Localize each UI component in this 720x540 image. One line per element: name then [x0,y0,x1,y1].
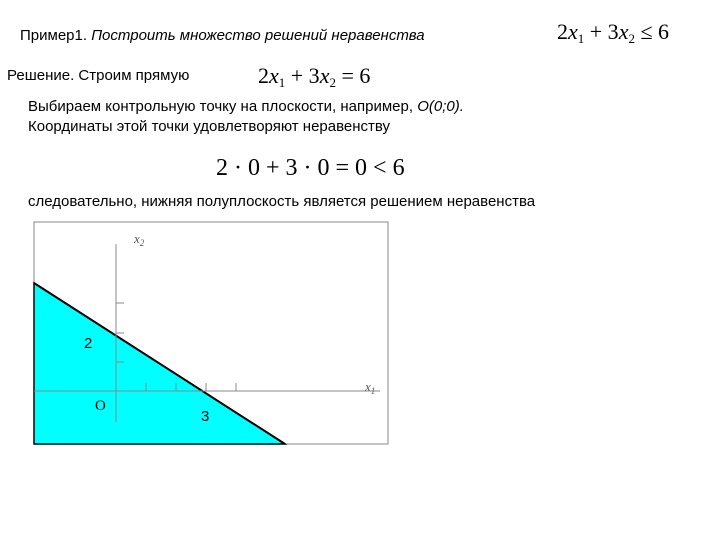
example-label: Пример1. [20,27,88,44]
solution-text: Строим прямую [78,67,190,84]
y-intercept-label: 2 [84,335,93,352]
control-point: O(0;0). [417,98,464,115]
relation: = 6 [335,63,371,88]
y-axis-label: $x_2$ [134,231,145,248]
op-plus: + 3 [285,63,320,88]
var-x1: x [269,63,279,88]
problem-statement: Построить множество решений неравенства [91,27,425,44]
solution-label: Решение. [7,67,75,84]
relation: ≤ 6 [634,19,670,44]
var-x1: x [568,19,578,44]
coef-a: 2 [258,63,269,88]
conclusion-text: следовательно, нижняя полуплоскость является решением неравенства [28,193,536,210]
var-x2: x [319,63,330,88]
sub-1: 1 [577,31,585,46]
origin-label: O [95,398,106,414]
var-x2: x [618,19,629,44]
sentence-prefix: Выбираем контрольную точку на плоскости, например, [28,98,418,115]
satisfies-sentence: Координаты этой точки удовлетворяют неравенству [28,118,391,135]
op-plus: + 3 [584,19,619,44]
x-intercept-label: 3 [201,408,210,425]
coef-a: 2 [557,19,568,44]
calculation-formula: 2 · 0 + 3 · 0 = 0 < 6 [216,155,405,181]
sub-2: 2 [329,75,336,90]
sub-1: 1 [278,75,286,90]
sub-2: 2 [628,31,635,46]
x-axis-label: $x_1$ [365,379,376,396]
